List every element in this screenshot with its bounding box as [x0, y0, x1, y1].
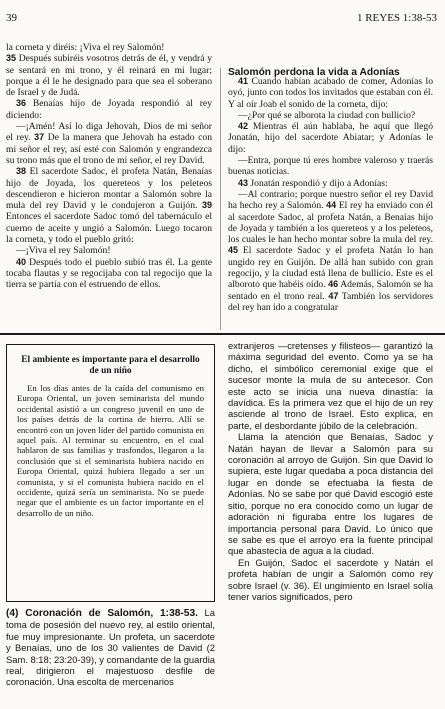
- verse-text: —¡Viva el rey Salomón!: [16, 245, 111, 257]
- verse-text: Jonatán respondió y dijo a Adonías:: [248, 177, 388, 189]
- commentary-paragraph: extranjeros —cretenses y filisteos— garantizó la máxima seguridad del evento. Como ya se ha dicho, el simbólico ceremonial exige que el sucesor monte la mula de su antecesor. Con este acto se inicia una nueva dinastía: la davídica. Es la primera vez que el hijo de un rey asciende al trono de Israel. Esto explica, en parte, el desbordante júbilo de la celebración.: [228, 340, 433, 431]
- verse-text: De la manera que Jehovah ha estado con mi señor el rey, así esté con Salomón y engrandezca su trono más que el trono de mi señor, el rey David.: [6, 132, 213, 166]
- verse-number: 37: [34, 132, 45, 143]
- verse-text: Cuando habían acabado de comer, Adonías lo oyó, junto con todos los invitados que estaban con él. Y al oír Joab el sonido de la corneta, dijo:: [228, 76, 433, 110]
- commentary-paragraph: En Guijón, Sadoc el sacerdote y Natán el profeta habían de ungir a Salomón como rey sobre Israel (v. 36). El ungimiento en Israel solía tener varios significados, pero: [228, 556, 433, 602]
- commentary-paragraph: Llama la atención que Benaías, Sadoc y Natán hayan de llevar a Salomón para su coronación al arroyo de Guijón. Sin que David lo supiera, este lugar quedaba a poca distancia del lugar en donde se efectuaba la fiesta de Adonías. No se sabe por qué David escogió este sitio, porque no era conocido como un lugar de adoración ni figuraba entre los lugares de importancia personal para David. Lo único que se sabe es que el arroyo era la fuente principal que abastecía de agua a la ciudad.: [228, 431, 433, 557]
- verse-number: 44: [326, 200, 337, 211]
- verse-number: 47: [328, 290, 339, 301]
- verse-text: Además, Salomón se ha sentado en el trono real.: [228, 279, 433, 302]
- running-header: [6, 12, 437, 26]
- sidebar-box: [6, 344, 215, 602]
- scripture-paragraph: [6, 42, 212, 53]
- commentary-column-left: [6, 607, 215, 688]
- scripture-paragraph: [6, 98, 212, 121]
- verse-text: El rey ha enviado con él al sacerdote Sadoc, al profeta Natán, a Benaías hijo de Joyada y también a los quereteos y a los peleteos, los cuales le han hecho montar sobre la mula del rey.: [228, 200, 433, 246]
- scripture-paragraph: [228, 189, 433, 313]
- verse-text: El sacerdote Sadoc y el profeta Natán lo han ungido rey en Guijón. De allá han subido con gran regocijo, y la ciudad está llena de bullicio. Este es el alboroto que habéis oído.: [228, 245, 433, 291]
- verse-number: 42: [238, 121, 249, 132]
- verse-text: Después todo el pueblo subió tras él. La gente tocaba flautas y se regocijaba con tal regocijo que la tierra se partía con el estruendo de ellos.: [6, 256, 212, 291]
- verse-text: —¡Amén! Así lo diga Jehovah, Dios de mi señor el rey.: [6, 121, 212, 144]
- sidebar-box-title: El ambiente es importante para el desarrollo de un niño: [21, 355, 200, 376]
- sidebar-box-body: En los días antes de la caída del comunismo en Europa Oriental, un joven seminarista del mundo occidental asistió a un congreso juvenil en uno de los países detrás de la cortina de hierro. Allí se encontró con un joven líder del partido comunista en aquel país. Al terminar su encuentro, en el cual hablaron de sus familias y trasfondos, llegaron a la conclusión que si el seminarista hubiera nacido en Europa Oriental, quizá hubiera llegado a ser un comunista, y si el comunista hubiera nacido en el occidente, quizá sería un seminarista. No se puede negar que el ambiente es un factor importante en el desarrollo de un niño.: [17, 383, 204, 518]
- verse-number: 40: [16, 256, 27, 267]
- verse-text: Entonces el sacerdote Sadoc tomó del tabernáculo el cuerno de aceite y ungió a Salomón. Luego tocaron la corneta, y todo el pueblo gritó:: [6, 211, 212, 246]
- verse-text: —Entra, porque tú eres hombre valeroso y traerás buenas noticias.: [228, 155, 433, 178]
- verse-number: 41: [238, 76, 249, 86]
- verse-text: la corneta y diréis: ¡Viva el rey Salomón!: [6, 42, 165, 53]
- scripture-paragraph: [228, 178, 433, 189]
- verse-text: Mientras él aún hablaba, he aquí que llegó Jonatán, hijo del sacerdote Abiatar; y Adonías le dijo:: [228, 121, 433, 155]
- verse-text: —Al contrario; porque nuestro señor el rey David ha hecho rey a Salomón.: [228, 188, 433, 212]
- chapter-reference: 1 REYES 1:38-53: [356, 12, 437, 24]
- verse-number: 45: [228, 245, 239, 256]
- scripture-paragraph: [6, 53, 212, 98]
- verse-text: Benaías hijo de Joyada respondió al rey diciendo:: [6, 98, 212, 121]
- scripture-paragraph: [228, 121, 433, 155]
- scripture-paragraph: [228, 76, 433, 110]
- scripture-column-left: [6, 42, 212, 291]
- verse-text: También los servidores del rey han ido a congratular: [228, 290, 434, 313]
- section-heading: Salomón perdona la vida a Adonías: [228, 67, 400, 78]
- commentary-heading: (4) Coronación de Salomón, 1:38-53.: [6, 608, 198, 619]
- verse-text: Después subiréis vosotros detrás de él, y vendrá y se sentará en mi trono, y él reinará en mi lugar; porque a él le he designado para que sea el soberano de Israel y de Judá.: [6, 53, 212, 99]
- verse-number: 46: [328, 279, 339, 290]
- scripture-paragraph: [228, 155, 433, 178]
- verse-number: 39: [201, 200, 212, 211]
- verse-text: —¿Por qué se alborota la ciudad con bullicio?: [238, 109, 416, 121]
- commentary-column-right: [228, 340, 433, 602]
- scripture-paragraph: [6, 121, 212, 166]
- scripture-paragraph: [6, 257, 212, 291]
- page-number: 39: [6, 12, 17, 24]
- commentary-text: La toma de posesión del nuevo rey, al estilo oriental, fue muy impresionante. Un profeta, un sacerdote y Benaías, uno de los 30 valientes de David (2 Sam. 8:18; 23:20-39), y comandante de la guardia real, dirigieron el majestuoso desfile de coronación. Una escolta de mercenarios: [6, 607, 215, 688]
- verse-text: El sacerdote Sadoc, el profeta Natán, Benaías hijo de Joyada, los quereteos y los peleteos descendieron e hicieron montar a Salomón sobre la mula del rey David y le condujeron a Guijón.: [6, 166, 212, 212]
- horizontal-rule: [0, 333, 445, 335]
- scripture-paragraph: [6, 166, 212, 245]
- verse-number: 35: [6, 53, 17, 64]
- verse-number: 36: [16, 98, 27, 109]
- verse-number: 38: [16, 166, 27, 177]
- verse-number: 43: [238, 177, 249, 188]
- scripture-paragraph: [228, 110, 433, 121]
- scripture-paragraph: [6, 245, 212, 256]
- scripture-column-right: [228, 76, 433, 313]
- column-divider: [220, 68, 221, 330]
